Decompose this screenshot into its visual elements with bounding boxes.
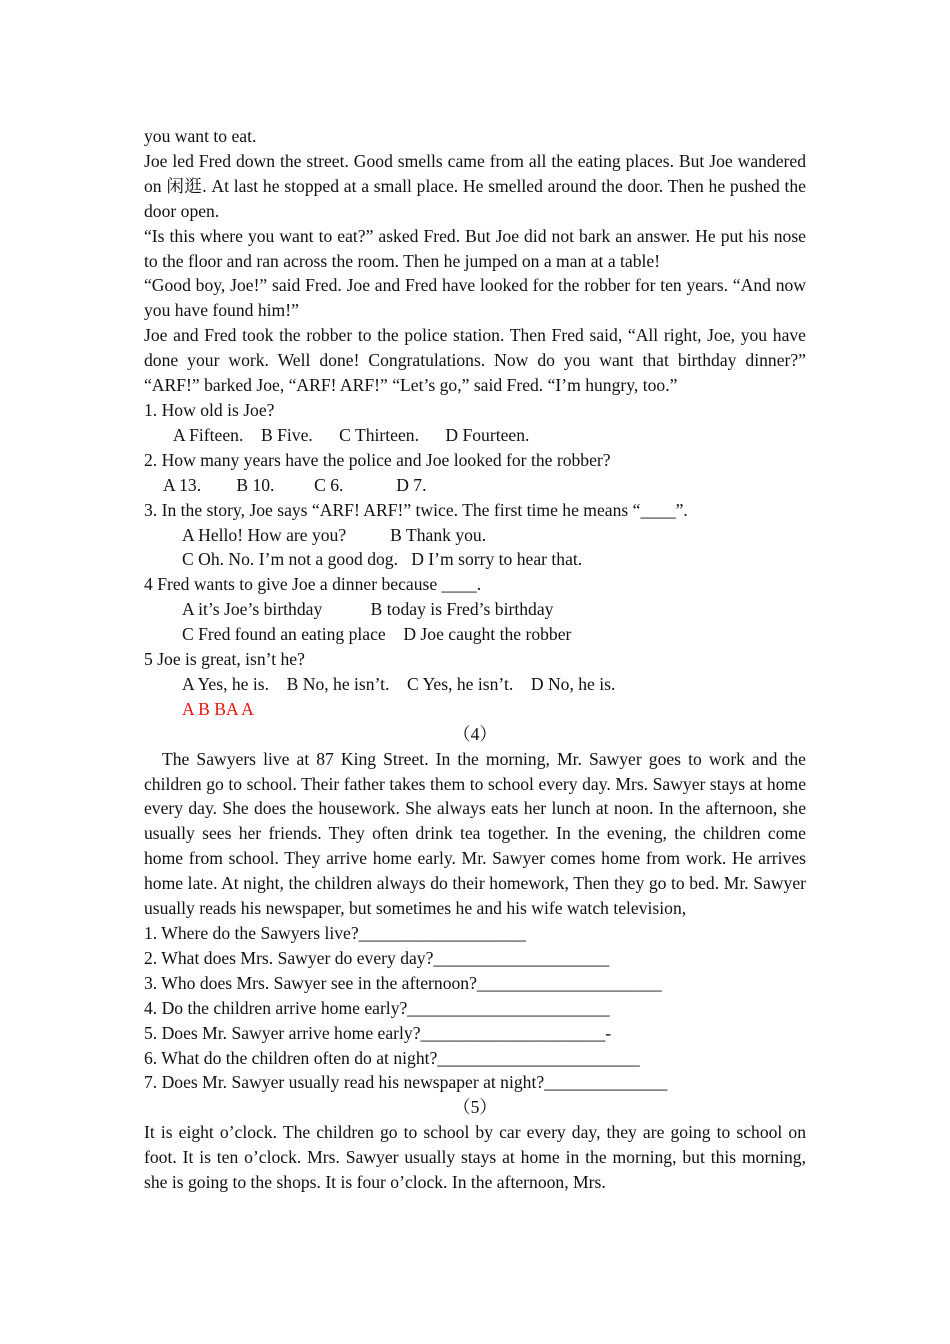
option: D 7. bbox=[396, 474, 427, 495]
story-paragraph: “Good boy, Joe!” said Fred. Joe and Fred have looked for the robber for ten years. “And now you have found him!” bbox=[144, 275, 806, 321]
option: A Hello! How are you? bbox=[182, 524, 347, 545]
question-line: 2. What does Mrs. Sawyer do every day?____________________ bbox=[144, 947, 610, 968]
question-options bbox=[144, 597, 806, 622]
question-options bbox=[144, 622, 806, 647]
question-stem: 2. How many years have the police and Joe looked for the robber? bbox=[144, 449, 611, 470]
option: C Thirteen. bbox=[339, 424, 419, 445]
story-paragraph: It is eight o’clock. The children go to school by car every day, they are going to school on foot. It is ten o’clock. Mrs. Sawyer usually stays at home in the morning, but this morning, she is going to the shops. It is four o’clock. In the afternoon, Mrs. bbox=[144, 1122, 806, 1193]
option: A Yes, he is. bbox=[182, 673, 270, 694]
question-stem: 4 Fred wants to give Joe a dinner because ____. bbox=[144, 574, 482, 595]
section-heading: （4） bbox=[453, 723, 497, 744]
question-line: 3. Who does Mrs. Sawyer see in the afternoon?_____________________ bbox=[144, 972, 662, 993]
question-line: 6. What do the children often do at night?_______________________ bbox=[144, 1047, 640, 1068]
option: D Joe caught the robber bbox=[403, 624, 572, 645]
story-paragraph: Joe and Fred took the robber to the police station. Then Fred said, “All right, Joe, you have done your work. Well done! Congratulations. Now do you want that birthday dinner?” “ARF!” barked Joe, “ARF! ARF!” “Let’s go,” said Fred. “I’m hungry, too.” bbox=[144, 325, 806, 396]
question-line: 5. Does Mr. Sawyer arrive home early?_____________________- bbox=[144, 1022, 612, 1043]
option: C Fred found an eating place bbox=[182, 624, 386, 645]
option: B Thank you. bbox=[390, 524, 487, 545]
story-paragraph: “Is this where you want to eat?” asked Fred. But Joe did not bark an answer. He put his nose to the floor and ran across the room. Then he jumped on a man at a table! bbox=[144, 225, 806, 271]
option: D Fourteen. bbox=[445, 424, 530, 445]
option: A 13. bbox=[163, 474, 202, 495]
question-options bbox=[144, 473, 806, 498]
option: B Five. bbox=[260, 424, 313, 445]
question-stem: 1. How old is Joe? bbox=[144, 399, 275, 420]
story-paragraph: you want to eat. bbox=[144, 126, 257, 146]
option: D I’m sorry to hear that. bbox=[411, 549, 583, 570]
option: A Fifteen. bbox=[173, 424, 244, 445]
answer-key: A B BA A bbox=[182, 698, 254, 719]
question-options bbox=[144, 423, 806, 448]
question-line: 4. Do the children arrive home early?_______________________ bbox=[144, 997, 610, 1018]
option: C 6. bbox=[314, 474, 344, 495]
question-line: 7. Does Mr. Sawyer usually read his newspaper at night?______________ bbox=[144, 1072, 668, 1093]
question-options bbox=[144, 672, 806, 697]
question-options bbox=[144, 547, 806, 572]
option: A it’s Joe’s birthday bbox=[182, 599, 323, 620]
option: C Oh. No. I’m not a good dog. bbox=[182, 549, 398, 570]
question-options bbox=[144, 523, 806, 548]
question-stem: 3. In the story, Joe says “ARF! ARF!” twice. The first time he means “____”. bbox=[144, 499, 688, 520]
option: C Yes, he isn’t. bbox=[407, 673, 514, 694]
option: D No, he is. bbox=[530, 673, 616, 694]
story-paragraph: The Sawyers live at 87 King Street. In the morning, Mr. Sawyer goes to work and the children go to school. Their father takes them to school every day. Mrs. Sawyer stays at home every day. She does the housework. She always eats her lunch at noon. In the afternoon, she usually sees her friends. They often drink tea together. In the evening, the children come home from school. They arrive home early. Mr. Sawyer comes home from work. He arrives home late. At night, the children always do their homework, Then they go to bed. Mr. Sawyer usually reads his newspaper, but sometimes he and his wife watch television, bbox=[144, 748, 806, 919]
option: B today is Fred’s birthday bbox=[370, 599, 554, 620]
section-heading: （5） bbox=[453, 1097, 497, 1118]
story-paragraph: Joe led Fred down the street. Good smells came from all the eating places. But Joe wandered on 闲逛. At last he stopped at a small place. He smelled around the door. Then he pushed the door open. bbox=[144, 150, 806, 221]
question-line: 1. Where do the Sawyers live?___________________ bbox=[144, 923, 526, 943]
question-stem: 5 Joe is great, isn’t he? bbox=[144, 649, 305, 670]
option: B No, he isn’t. bbox=[286, 673, 390, 694]
option: B 10. bbox=[236, 474, 275, 495]
document-page bbox=[144, 124, 806, 1195]
